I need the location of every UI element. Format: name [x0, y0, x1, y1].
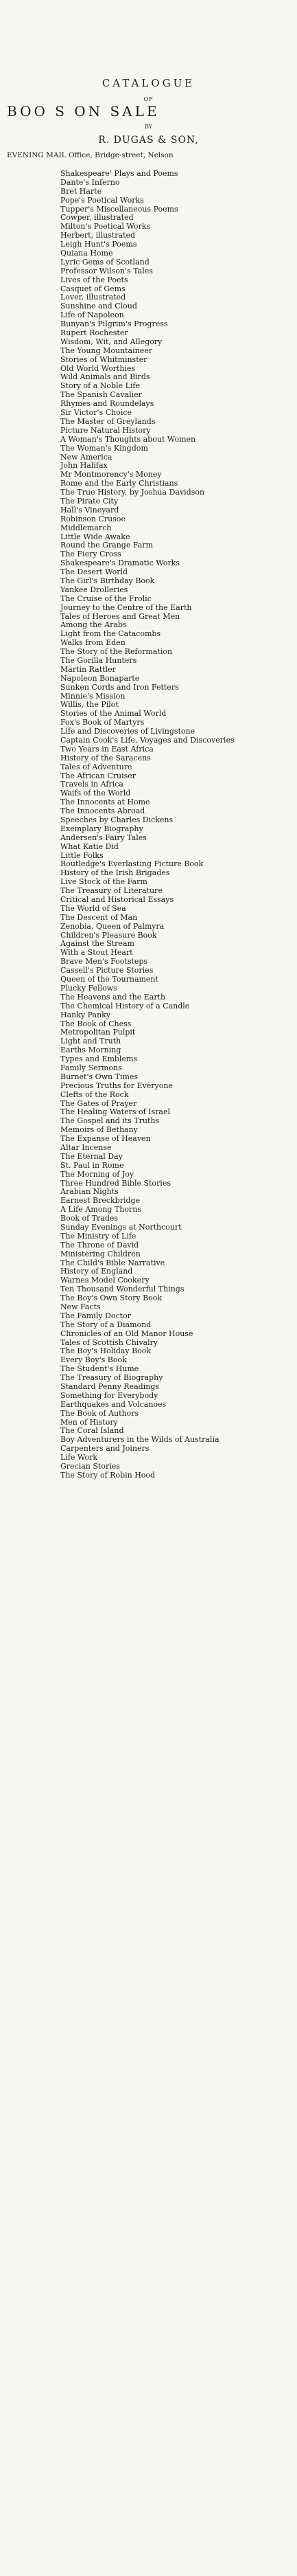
book-title: The Story of Robin Hood — [60, 1471, 156, 1480]
book-title: The Eternal Day — [60, 1152, 123, 1161]
book-title: The Girl's Birthday Book — [60, 576, 155, 585]
book-title: John Halifax — [60, 462, 108, 471]
book-title: The Gates of Prayer — [60, 1099, 137, 1108]
book-title: Bret Harte — [60, 187, 102, 196]
book-title: Sunday Evenings at Northcourt — [60, 1223, 182, 1232]
book-title: The Family Doctor — [60, 1311, 131, 1320]
book-title: Ten Thousand Wonderful Things — [60, 1285, 185, 1294]
book-title: Robinson Crusoe — [60, 515, 126, 523]
book-title: Children's Pleasure Book — [60, 931, 157, 940]
book-title: Book of Trades — [60, 1214, 119, 1223]
book-title: The Treasury of Literature — [60, 887, 163, 896]
book-title: Light from the Catacombs — [60, 630, 161, 639]
book-title: Yankee Drolleries — [60, 585, 128, 594]
book-title: What Katie Did — [60, 842, 119, 851]
by-label: BY — [144, 124, 153, 130]
book-title: Martin Rattler — [60, 665, 116, 674]
book-title: Family Sermons — [60, 1063, 122, 1072]
book-title: Rupert Rochester — [60, 329, 128, 338]
book-title: Grecian Stories — [60, 1462, 120, 1471]
book-title: The Student's Hume — [60, 1365, 139, 1374]
book-title: Brave Men's Footsteps — [60, 958, 148, 967]
book-title: Burnet's Own Times — [60, 1072, 139, 1081]
book-title: Memoirs of Bethany — [60, 1126, 138, 1135]
book-title: Herbert, illustrated — [60, 231, 136, 240]
book-title: Life and Discoveries of Livingstone — [60, 727, 195, 736]
book-title: Boy Adventurers in the Wilds of Australia — [60, 1436, 219, 1445]
book-title: Shakespeare' Plays and Poems — [60, 170, 178, 178]
book-title: Little Wide Awake — [60, 532, 130, 541]
books-on-sale-heading: BOO S ON SALE — [7, 103, 160, 120]
book-title: The Expanse of Heaven — [60, 1135, 151, 1144]
book-title: The Innocents Abroad — [60, 807, 145, 816]
book-title: A Life Among Thorns — [60, 1206, 141, 1214]
book-title: The Ministry of Life — [60, 1232, 136, 1241]
book-title: Minnie's Mission — [60, 692, 126, 701]
book-title: Three Hundred Bible Stories — [60, 1179, 171, 1188]
book-title: Types and Emblems — [60, 1055, 138, 1064]
book-title: Zenobia, Queen of Palmyra — [60, 922, 165, 931]
book-title: Shakespeare's Dramatic Works — [60, 559, 180, 568]
book-title: Critical and Historical Essays — [60, 896, 174, 905]
book-title: History of England — [60, 1267, 133, 1276]
book-title: Story of a Noble Life — [60, 382, 141, 391]
book-title: New Facts — [60, 1303, 101, 1311]
book-title: Sir Victor's Choice — [60, 409, 132, 418]
book-title: Plucky Fellows — [60, 984, 117, 993]
book-title: The Spanish Cavalier — [60, 391, 142, 400]
book-title: Every Boy's Book — [60, 1356, 127, 1365]
book-title: The Descent of Man — [60, 913, 138, 922]
book-title: Earths Morning — [60, 1046, 121, 1055]
catalogue-heading: CATALOGUE — [102, 77, 195, 89]
book-title: A Woman's Thoughts about Women — [60, 435, 196, 444]
book-title: The Boy's Own Story Book — [60, 1294, 163, 1303]
book-title: Cassell's Picture Stories — [60, 967, 154, 975]
book-title: Wild Animals and Birds — [60, 373, 150, 382]
book-title: Milton's Poetical Works — [60, 223, 151, 231]
book-title: Earnest Breckbridge — [60, 1197, 141, 1206]
book-title: Old World Worthies — [60, 364, 136, 373]
office-address: EVENING MAIL Office, Bridge-street, Nelson — [7, 151, 174, 159]
book-title: Lyric Gems of Scotland — [60, 258, 150, 267]
book-title: Pope's Poetical Works — [60, 196, 144, 205]
book-title: With a Stout Heart — [60, 949, 133, 958]
book-title: Willis, the Pilot — [60, 701, 119, 710]
book-title: Cowper, illustrated — [60, 214, 134, 223]
book-title: The Book of Chess — [60, 1019, 132, 1028]
book-title: Rome and the Early Christians — [60, 479, 178, 488]
book-title: The Morning of Joy — [60, 1170, 134, 1179]
book-title: Quiana Home — [60, 249, 113, 258]
book-title: Napoleon Bonaparte — [60, 674, 140, 683]
book-title: Hanky Panky — [60, 1010, 111, 1019]
book-title: Live Stock of the Farm — [60, 878, 147, 887]
book-title: Little Folks — [60, 851, 104, 860]
book-title: The Healing Waters of Israel — [60, 1108, 171, 1117]
book-title: Life Work — [60, 1454, 98, 1462]
book-title: Middlemarch — [60, 523, 112, 532]
book-title: Hall's Vineyard — [60, 506, 119, 515]
book-title: Chronicles of an Old Manor House — [60, 1329, 193, 1338]
book-title: The Treasury of Biography — [60, 1374, 163, 1383]
book-title: The Desert World — [60, 568, 128, 577]
book-title: Metropolitan Pulpit — [60, 1028, 136, 1037]
book-title: The Gospel and its Truths — [60, 1117, 160, 1126]
book-title: Light and Truth — [60, 1037, 121, 1046]
book-title: Carpenters and Joiners — [60, 1445, 150, 1454]
book-title: Warnes Model Cookery — [60, 1276, 150, 1285]
book-title: History of the Irish Brigades — [60, 869, 170, 878]
book-title: Tales of Scottish Chivalry — [60, 1338, 158, 1347]
book-title: The True History, by Joshua Davidson — [60, 488, 205, 497]
publisher-name: R. DUGAS & SON, — [98, 135, 199, 146]
book-title: Fox's Book of Martyrs — [60, 719, 145, 727]
book-title: Ministering Children — [60, 1250, 141, 1258]
book-title: Tupper's Miscellaneous Poems — [60, 205, 178, 214]
book-title: The Young Mountaineer — [60, 346, 152, 355]
book-title: Among the Arabs — [60, 621, 127, 630]
book-title: The Innocents at Home — [60, 798, 150, 807]
book-title: The Chemical History of a Candle — [60, 1002, 190, 1010]
book-title: Andersen's Fairy Tales — [60, 833, 147, 842]
book-title: The Pirate City — [60, 497, 119, 506]
book-title: Professor Wilson's Tales — [60, 267, 153, 275]
book-title: Travels in Africa — [60, 780, 123, 789]
book-title: Sunken Cords and Iron Fetters — [60, 683, 179, 692]
of-label: OF — [143, 96, 154, 102]
book-title: Dante's Inferno — [60, 178, 120, 187]
book-title: Arabian Nights — [60, 1188, 119, 1197]
book-title: The Boy's Holiday Book — [60, 1347, 152, 1356]
book-title: Routledge's Everlasting Picture Book — [60, 860, 204, 869]
book-title: The African Cruiser — [60, 771, 136, 780]
book-title: Queen of the Tournament — [60, 975, 158, 984]
book-title: Waifs of the World — [60, 789, 131, 798]
book-title: Standard Penny Readings — [60, 1383, 159, 1392]
book-title: Two Years in East Africa — [60, 745, 154, 754]
book-title: Walks from Eden — [60, 639, 126, 648]
book-title: Lover, illustrated — [60, 293, 126, 302]
book-title: Earthquakes and Volcanoes — [60, 1400, 167, 1409]
book-title: The Fiery Cross — [60, 550, 121, 559]
book-title: Lives of the Poets — [60, 275, 128, 284]
book-title: St. Paul in Rome — [60, 1161, 124, 1170]
book-title: The Child's Bible Narrative — [60, 1258, 165, 1267]
book-title: Leigh Hunt's Poems — [60, 240, 137, 249]
book-title: Sunshine and Cloud — [60, 302, 137, 311]
book-title: Men of History — [60, 1418, 118, 1427]
book-title: Altar Incense — [60, 1143, 112, 1152]
book-title: The Book of Authors — [60, 1409, 139, 1418]
book-title: Bunyan's Pilgrim's Progress — [60, 320, 168, 329]
book-title: The Cruise of the Frolic — [60, 594, 152, 603]
book-title: Round the Grange Farm — [60, 541, 153, 550]
book-title: Wisdom, Wit, and Allegory — [60, 337, 163, 346]
book-title: Tales of Heroes and Great Men — [60, 612, 180, 621]
book-title: The Woman's Kingdom — [60, 444, 148, 453]
book-title: Stories of Whitminster — [60, 355, 147, 364]
book-title: Something for Everybody — [60, 1391, 158, 1400]
book-title: Tales of Adventure — [60, 762, 132, 771]
book-title: The World of Sea — [60, 904, 126, 913]
book-title: Picture Natural History — [60, 426, 151, 435]
book-title: Precious Truths for Everyone — [60, 1081, 173, 1090]
book-title: Mr Montmorency's Money — [60, 471, 162, 479]
book-title-list — [0, 170, 297, 1480]
book-title: Exemplary Biography — [60, 824, 143, 833]
book-title: Clefts of the Rock — [60, 1090, 129, 1099]
book-title: New America — [60, 453, 112, 462]
book-title: Stories of the Animal World — [60, 710, 167, 719]
book-title: The Master of Greylands — [60, 417, 156, 426]
book-title: Captain Cook's Life, Voyages and Discoveries — [60, 736, 235, 745]
book-title: The Heavens and the Earth — [60, 993, 166, 1002]
book-title: Life of Napoleon — [60, 311, 124, 320]
book-title: Speeches by Charles Dickens — [60, 816, 174, 825]
book-title: The Coral Island — [60, 1427, 124, 1436]
book-title: Rhymes and Roundelays — [60, 400, 154, 409]
book-title: The Gorilla Hunters — [60, 656, 137, 665]
book-title: Against the Stream — [60, 940, 134, 949]
book-title: The Story of a Diamond — [60, 1320, 152, 1329]
book-title: The Throne of David — [60, 1241, 139, 1250]
book-title: Journey to the Centre of the Earth — [60, 603, 192, 612]
book-title: Casquet of Gems — [60, 284, 126, 293]
book-title: History of the Saracens — [60, 754, 151, 762]
book-title: The Story of the Reformation — [60, 648, 173, 657]
